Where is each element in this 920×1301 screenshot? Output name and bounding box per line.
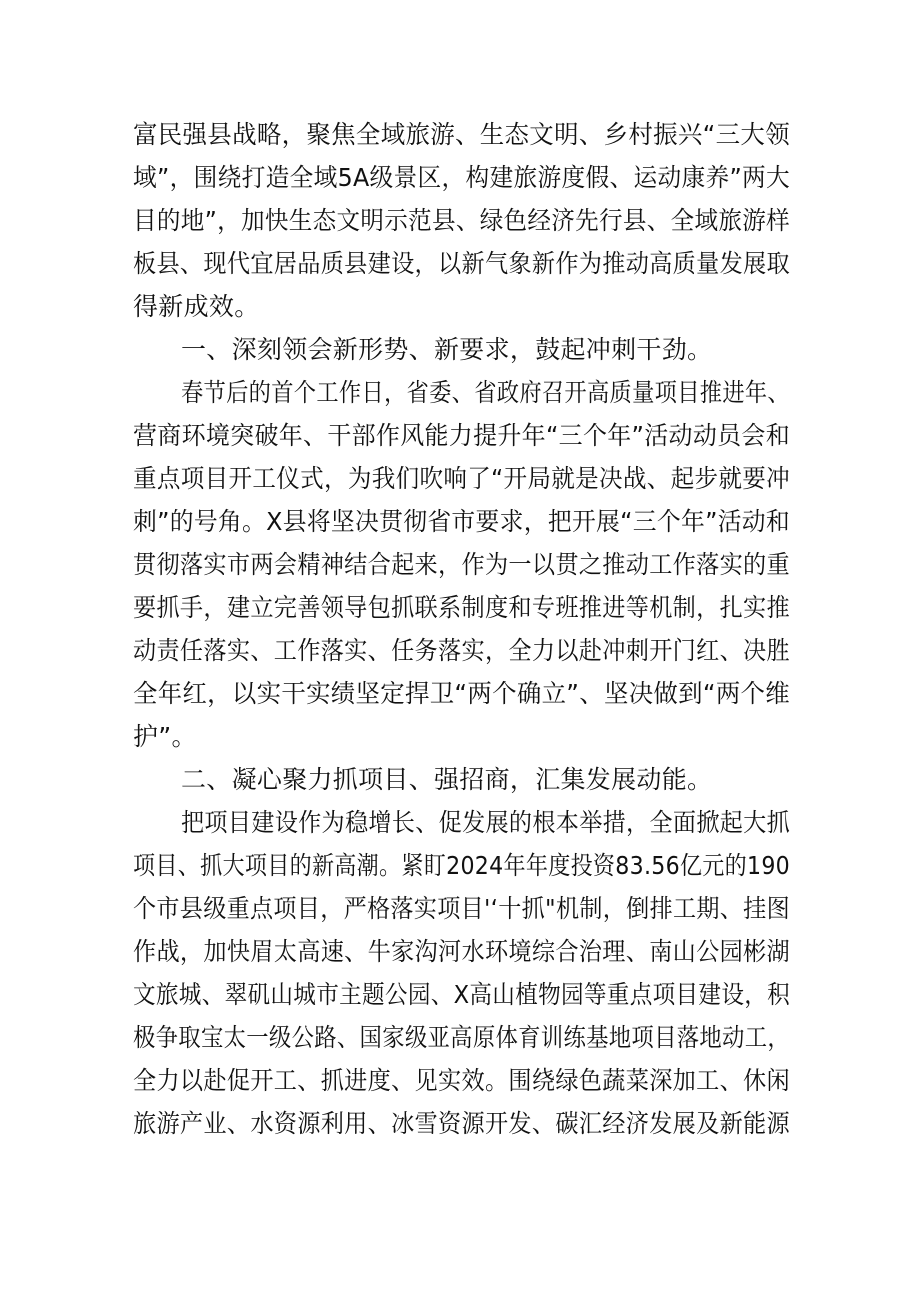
text-line: 把项目建设作为稳增长、促发展的根本举措，全面掀起大抓 [181, 808, 791, 837]
text-line: 护”。 [133, 722, 197, 751]
text-line: 春节后的首个工作日，省委、省政府召开高质量项目推进年、 [181, 378, 790, 407]
text-line: 富民强县战略，聚焦全域旅游、生态文明、乡村振兴“三大领 [133, 120, 790, 149]
text-line: 文旅城、翠矶山城市主题公园、X高山植物园等重点项目建设，积 [133, 980, 791, 1009]
text-line: 作战，加快眉太高速、牛家沟河水环境综合治理、南山公园彬湖 [133, 937, 790, 966]
text-line: 得新成效。 [133, 292, 260, 321]
text-line: 旅游产业、水资源利用、冰雪资源开发、碳汇经济发展及新能源 [133, 1109, 790, 1138]
text-line: 极争取宝太一级公路、国家级亚高原体育训练基地项目落地动工， [133, 1023, 791, 1052]
text-line: 重点项目开工仪式，为我们吹响了“开局就是决战、起步就要冲 [133, 464, 791, 493]
text-line: 全力以赴促开工、抓进度、见实效。围绕绿色蔬菜深加工、休闲 [133, 1066, 790, 1095]
text-line: 贯彻落实市两会精神结合起来，作为一以贯之推动工作落实的重 [133, 550, 790, 579]
text-line: 板县、现代宜居品质县建设，以新气象新作为推动高质量发展取 [133, 249, 790, 278]
text-line: 动责任落实、工作落实、任务落实，全力以赴冲刺开门红、决胜 [133, 636, 790, 665]
text-line: 营商环境突破年、干部作风能力提升年“三个年”活动动员会和 [133, 421, 791, 450]
text-line: 域”，围绕打造全域5A级景区，构建旅游度假、运动康养”两大 [133, 163, 791, 192]
section-heading-1: 一、深刻领会新形势、新要求，鼓起冲刺干劲。 [181, 335, 713, 364]
text-line: 刺”的号角。X县将坚决贯彻省市要求，把开展“三个年”活动和 [133, 507, 790, 536]
text-line: 项目、抓大项目的新高潮。紧盯2024年年度投资83.56亿元的190 [133, 851, 790, 880]
text-line: 目的地”，加快生态文明示范县、绿色经济先行县、全域旅游样 [133, 206, 791, 235]
text-line: 要抓手，建立完善领导包抓联系制度和专班推进等机制，扎实推 [133, 593, 790, 622]
text-line: 全年红，以实干实绩坚定捍卫“两个确立”、坚决做到“两个维 [133, 679, 791, 708]
text-line: 个市县级重点项目，严格落实项目'‘十抓"机制，倒排工期、挂图 [133, 894, 790, 923]
section-heading-2: 二、凝心聚力抓项目、强招商，汇集发展动能。 [181, 765, 713, 794]
